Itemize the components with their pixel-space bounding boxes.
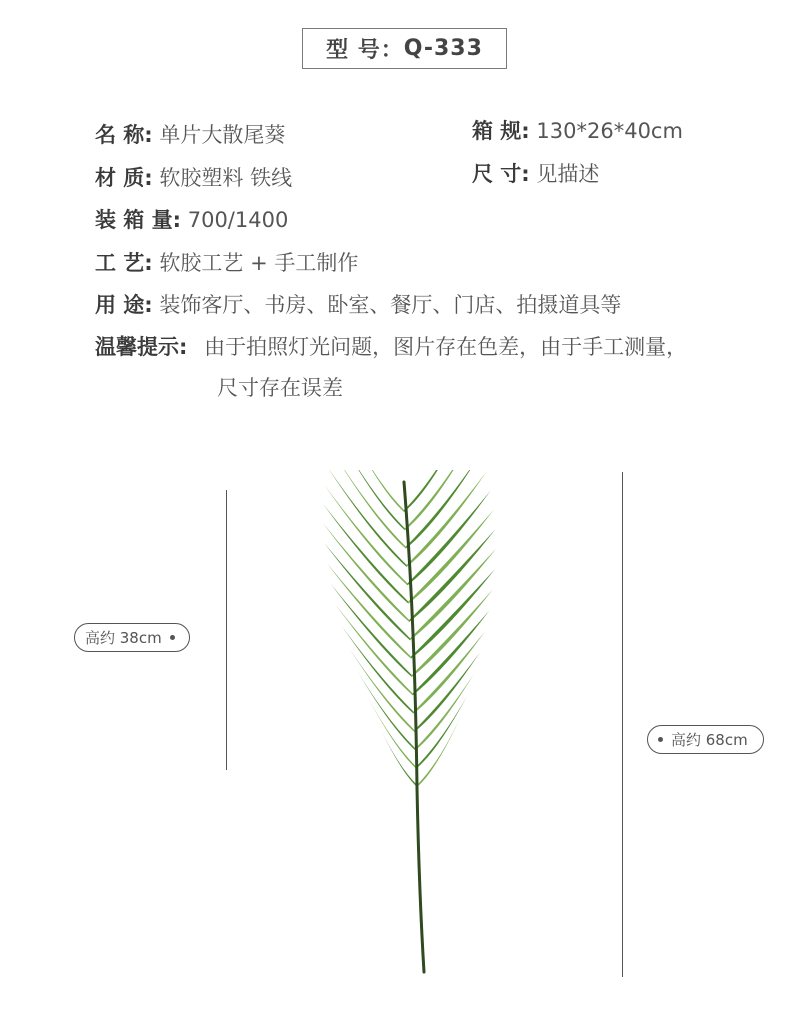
- spec-size-label: 尺 寸:: [472, 162, 530, 186]
- leaflet-right: [411, 569, 495, 659]
- leaflet-right: [417, 718, 460, 787]
- leaf-height-text: 高约 38cm: [85, 629, 162, 647]
- palm-leaf-image: [320, 470, 520, 980]
- model-value: Q-333: [403, 36, 483, 61]
- leaf-height-dot-icon: [170, 635, 175, 640]
- spec-tip-label: 温馨提示:: [95, 335, 188, 359]
- leaflet-right: [415, 674, 473, 750]
- spec-quantity-value: 700/1400: [187, 208, 289, 232]
- spec-craft-label: 工 艺:: [95, 251, 153, 275]
- leaflet-right: [416, 696, 467, 768]
- leaflet-right: [409, 529, 495, 622]
- spec-name-value: 单片大散尾葵: [159, 123, 286, 147]
- spec-quantity: [95, 205, 288, 235]
- leaflet-right: [404, 470, 467, 512]
- model-label: 型 号：: [326, 38, 404, 63]
- spec-name-label: 名 称:: [95, 123, 153, 147]
- total-height-badge: [647, 725, 764, 754]
- spec-box-value: 130*26*40cm: [536, 119, 683, 143]
- leaflet-right: [412, 589, 493, 677]
- spec-size-value: 见描述: [536, 162, 600, 186]
- spec-box-label: 箱 规:: [472, 119, 530, 143]
- spec-material-value: 软胶塑料 铁线: [159, 166, 293, 190]
- spec-craft-value: 软胶工艺 + 手工制作: [159, 251, 359, 275]
- leaflet-left: [324, 485, 407, 586]
- spec-tip-line1: 由于拍照灯光问题，图片存在色差，由于手工测量，: [204, 335, 688, 359]
- spec-tip: [95, 332, 687, 362]
- spec-box: [472, 116, 683, 146]
- spec-material-label: 材 质:: [95, 166, 153, 190]
- leaflet-left: [374, 715, 417, 787]
- spec-usage: [95, 290, 621, 320]
- spec-quantity-label: 装 箱 量:: [95, 208, 182, 232]
- spec-tip-line2: 尺寸存在误差: [217, 376, 343, 400]
- spec-size: [472, 159, 599, 189]
- leaflet-right: [413, 610, 490, 695]
- spec-craft: [95, 248, 358, 278]
- model-number-box: [302, 28, 507, 69]
- leaflet-right: [407, 491, 490, 586]
- leaflet-right: [406, 470, 481, 549]
- spec-material: [95, 163, 292, 193]
- leaflet-right: [408, 510, 493, 604]
- leaflet-right: [410, 549, 496, 641]
- spec-usage-value: 装饰客厅、书房、卧室、餐厅、门店、拍摄道具等: [159, 293, 622, 317]
- spec-tip-continued: [217, 373, 343, 403]
- leaf-height-badge: [74, 623, 190, 652]
- leaf-height-line: [226, 490, 227, 770]
- total-height-dot-icon: [658, 737, 663, 742]
- spec-usage-label: 用 途:: [95, 293, 153, 317]
- spec-name: [95, 120, 285, 150]
- total-height-text: 高约 68cm: [671, 731, 748, 749]
- total-height-line: [622, 472, 623, 977]
